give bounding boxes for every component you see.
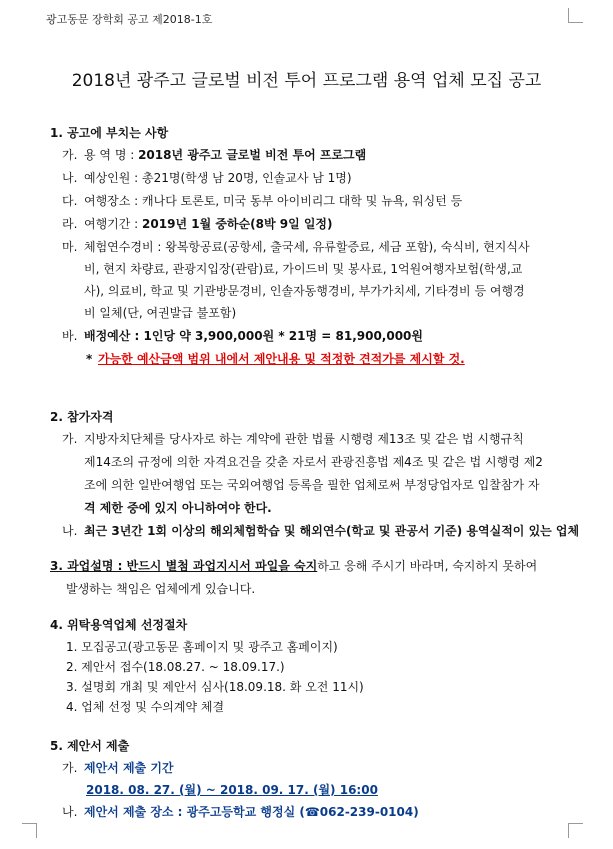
item-mark: 나. (62, 805, 78, 819)
expected-headcount: 예상인원 : 총21명(학생 남 20명, 인솔교사 남 1명) (84, 171, 352, 185)
eligibility-line-2: 제14조의 규정에 의한 자격요건을 갖춘 자로서 관광진흥법 제4조 및 같은 법 시행령 제2 (84, 455, 543, 469)
procedure-step-1: 1. 모집공고(광고동문 홈페이지 및 광주고 홈페이지) (66, 640, 338, 654)
service-name-line (84, 146, 366, 164)
section-3-line-1 (50, 557, 537, 575)
experience-requirement: 최근 3년간 1회 이상의 해외체험학습 및 해외연수(학교 및 관공서 기준) 용역실적이 있는 업체 (84, 524, 580, 538)
note-star: * (86, 352, 93, 366)
item-mark: 다. (62, 194, 78, 208)
section-3-rest: 하고 응해 주시기 바라며, 숙지하지 못하여 (317, 559, 538, 573)
eligibility-line-1: 지방자치단체를 당사자로 하는 계약에 관한 법률 시행령 제13조 및 같은 법 시행규칙 (84, 432, 524, 446)
travel-period-label: 여행기간 : (84, 217, 143, 231)
section-1-heading: 1. 공고에 부치는 사항 (50, 126, 169, 140)
travel-period-value: 2019년 1월 중하순(8박 9일 일정) (142, 217, 333, 231)
page-corner-mark (568, 823, 583, 838)
item-mark: 가. (62, 432, 78, 446)
service-name-label: 용 역 명 : (84, 148, 139, 162)
expense-line-1: 체험연수경비 : 왕복항공료(공항세, 출국세, 유류할증료, 세금 포함), 숙식비, 현지식사 (84, 240, 530, 254)
section-4-heading: 4. 위탁용역업체 선정절차 (50, 618, 188, 632)
submission-period-label: 제안서 제출 기간 (84, 761, 174, 775)
section-2-heading: 2. 참가자격 (50, 410, 114, 424)
page-corner-mark (22, 823, 37, 838)
item-mark: 가. (62, 761, 78, 775)
expense-line-3: 사), 의료비, 학교 및 기관방문경비, 인솔자동행경비, 부가가치세, 기타경비 등 여행경 (84, 284, 525, 298)
item-mark: 라. (62, 217, 78, 231)
submission-period: 2018. 08. 27. (월) ~ 2018. 09. 17. (월) 16:00 (86, 783, 378, 797)
travel-period-line (84, 215, 333, 233)
page-corner-mark (568, 8, 583, 23)
eligibility-line-3: 조에 의한 일반여행업 또는 국외여행업 등록을 필한 업체로써 부정당업자로 입찰참가 자 (84, 478, 540, 492)
document-title: 2018년 광주고 글로벌 비전 투어 프로그램 용역 업체 모집 공고 (71, 71, 542, 91)
budget-line: 배정예산 : 1인당 약 3,900,000원 * 21명 = 81,900,000원 (84, 329, 423, 343)
submission-place: 제안서 제출 장소 : 광주고등학교 행정실 (☎062-239-0104) (84, 805, 419, 819)
item-mark: 나. (62, 171, 78, 185)
section-3-line-2: 발생하는 책임은 업체에게 있습니다. (66, 582, 256, 596)
budget-note: 가능한 예산금액 범위 내에서 제안내용 및 적정한 견적가를 제시할 것. (98, 352, 465, 366)
service-name-value: 2018년 광주고 글로벌 비전 투어 프로그램 (138, 148, 367, 162)
item-mark: 나. (62, 524, 78, 538)
expense-line-2: 비, 현지 차량료, 관광지입장(관람)료, 가이드비 및 봉사료, 1억원여행자보험(학생,교 (84, 262, 523, 276)
travel-destination: 여행장소 : 캐나다 토론토, 미국 동부 아이비리그 대학 및 뉴욕, 워싱턴 등 (84, 194, 463, 208)
expense-line-4: 비 일체(단, 여권발급 불포함) (84, 306, 237, 320)
section-5-heading: 5. 제안서 제출 (50, 739, 130, 753)
document-header: 광고동문 장학회 공고 제2018-1호 (46, 13, 213, 26)
procedure-step-3: 3. 설명회 개최 및 제안서 심사(18.09.18. 화 오전 11시) (66, 680, 364, 694)
procedure-step-2: 2. 제안서 접수(18.08.27. ~ 18.09.17.) (66, 660, 285, 674)
item-mark: 바. (62, 329, 78, 343)
item-mark: 가. (62, 148, 78, 162)
eligibility-line-4: 격 제한 중에 있지 아니하여야 한다. (84, 501, 272, 515)
item-mark: 마. (62, 240, 78, 254)
section-3-lead: 3. 과업설명 : 반드시 별첨 과업지시서 파일을 숙지 (50, 559, 318, 573)
procedure-step-4: 4. 업체 선정 및 수의계약 체결 (66, 700, 225, 714)
